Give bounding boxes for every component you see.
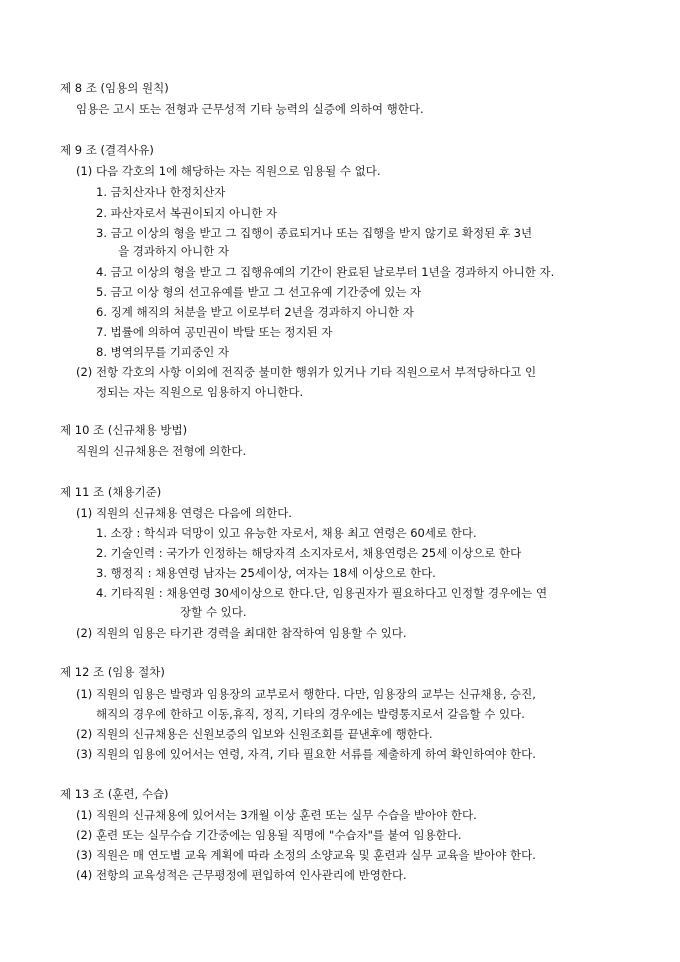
list-item: 5. 금고 이상 형의 선고유예를 받고 그 선고유예 기간중에 있는 자 [96, 285, 422, 299]
list-item: 2. 파산자로서 복권이되지 아니한 자 [96, 206, 278, 220]
article-text: 임용은 고시 또는 전형과 근무성적 기타 능력의 실증에 의하여 행한다. [76, 102, 424, 116]
paragraph-text: (3) 직원의 임용에 있어서는 연령, 자격, 기타 필요한 서류를 제출하게 하여 확인하여야 한다. [76, 747, 536, 761]
list-item: 2. 기술인력 : 국가가 인정하는 해당자격 소지자로서, 채용연령은 25세 이상으로 한다 [96, 546, 522, 560]
list-item: 8. 병역의무를 기피중인 자 [96, 345, 230, 359]
paragraph-text: (2) 직원의 신규채용은 신원보증의 입보와 신원조회를 끝낸후에 행한다. [76, 727, 433, 741]
paragraph-text: (1) 직원의 신규채용에 있어서는 3개월 이상 훈련 또는 실무 수습을 받아야 한다. [76, 808, 477, 822]
paragraph-text: (1) 다음 각호의 1에 해당하는 자는 직원으로 임용될 수 없다. [76, 164, 381, 178]
list-item: 1. 소장 : 학식과 덕망이 있고 유능한 자로서, 채용 최고 연령은 60세로 한다. [96, 526, 477, 540]
article-title: 제 10 조 (신규채용 방법) [60, 423, 188, 437]
list-item: 3. 금고 이상의 형을 받고 그 집행이 종료되거나 또는 집행을 받지 않기로 확정된 후 3년 [96, 226, 533, 240]
list-item: 4. 금고 이상의 형을 받고 그 집행유예의 기간이 완료된 날로부터 1년을 경과하지 아니한 자. [96, 265, 555, 279]
paragraph-continuation: 해직의 경우에 한하고 이동,휴직, 정직, 기타의 경우에는 발령통지로서 갈음할 수 있다. [96, 707, 525, 721]
list-item-continuation: 을 경과하지 아니한 자 [118, 244, 229, 258]
paragraph-continuation: 정되는 자는 직원으로 임용하지 아니한다. [96, 385, 304, 399]
paragraph-text: (2) 전항 각호의 사항 이외에 전직중 불미한 행위가 있거나 기타 직원으로서 부적당하다고 인 [76, 365, 537, 379]
article-text: 직원의 신규채용은 전형에 의한다. [76, 444, 247, 458]
paragraph-text: (1) 직원의 임용은 발령과 임용장의 교부로서 행한다. 다만, 임용장의 교부는 신규채용, 승진, [76, 687, 536, 701]
paragraph-text: (2) 직원의 임용은 타기관 경력을 최대한 참작하여 임용할 수 있다. [76, 626, 407, 640]
list-item: 7. 법률에 의하여 공민권이 박탈 또는 정지된 자 [96, 325, 333, 339]
list-item: 1. 금치산자나 한정치산자 [96, 185, 226, 199]
list-item: 4. 기타직원 : 채용연령 30세이상으로 한다.단, 임용권자가 필요하다고 인정할 경우에는 연 [96, 586, 548, 600]
paragraph-text: (2) 훈련 또는 실무수습 기간중에는 임용될 직명에 "수습자"를 붙여 임용한다. [76, 828, 462, 842]
article-title: 제 13 조 (훈련, 수습) [60, 787, 169, 801]
list-item: 6. 징계 해직의 처분을 받고 이로부터 2년을 경과하지 아니한 자 [96, 305, 414, 319]
article-title: 제 9 조 (결격사유) [60, 143, 154, 157]
article-title: 제 12 조 (임용 절차) [60, 665, 165, 679]
paragraph-text: (1) 직원의 신규채용 연령은 다음에 의한다. [76, 506, 292, 520]
paragraph-text: (4) 전항의 교육성적은 근무평정에 편입하여 인사관리에 반영한다. [76, 868, 407, 882]
article-title: 제 8 조 (임용의 원칙) [60, 81, 169, 95]
list-item: 3. 행정직 : 채용연령 남자는 25세이상, 여자는 18세 이상으로 한다. [96, 566, 436, 580]
list-item-continuation: 장할 수 있다. [180, 605, 247, 619]
article-title: 제 11 조 (채용기준) [60, 485, 162, 499]
paragraph-text: (3) 직원은 매 연도별 교육 계획에 따라 소정의 소양교육 및 훈련과 실무 교육을 받아야 한다. [76, 848, 536, 862]
